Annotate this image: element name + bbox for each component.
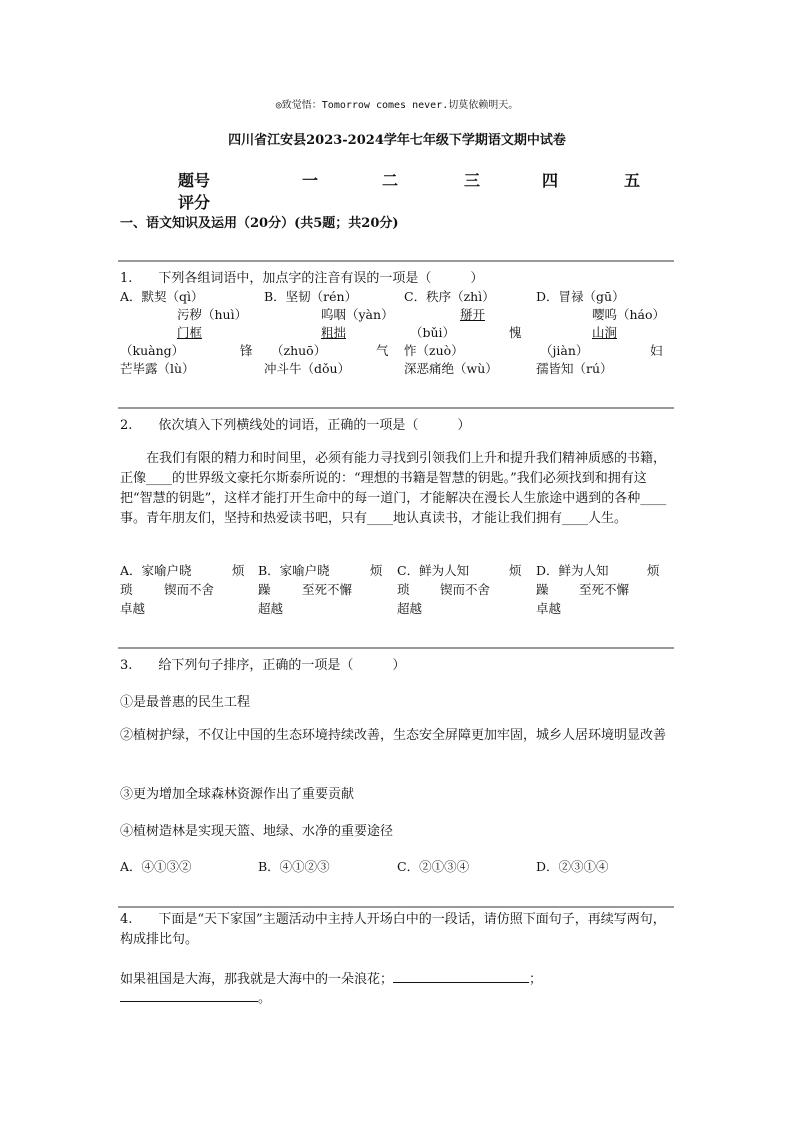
- q1-row4-g: 妇: [650, 343, 663, 358]
- q2-stem: 2. 依次填入下列横线处的词语，正确的一项是（ ）: [120, 418, 471, 433]
- score-label-number: 题号: [178, 171, 211, 190]
- q3-stem: 3. 给下列句子排序，正确的一项是（ ）: [120, 658, 406, 673]
- divider: [118, 647, 674, 649]
- q3-option-c: C．②①③④: [397, 859, 470, 874]
- q2-option-d-3: 至死不懈: [579, 582, 630, 597]
- q1-row3-e: 山涧: [592, 325, 618, 340]
- q3-option-a: A．④①③②: [120, 859, 192, 874]
- q2-option-a-1: 烦: [232, 563, 245, 578]
- q2-option-b: B．家喻户晓: [258, 563, 330, 578]
- q2-option-a-2: 琐: [120, 582, 133, 597]
- q4-answer-blank-1[interactable]: [393, 968, 529, 983]
- q1-row3-d: 愧: [509, 325, 522, 340]
- q1-row2-d: 嘤呜（háo）: [592, 307, 666, 322]
- q1-row5-d: 孺皆知（rú）: [536, 361, 613, 376]
- score-col-4: 四: [542, 171, 559, 190]
- score-col-1: 一: [302, 171, 319, 190]
- q2-option-d-1: 烦: [647, 563, 660, 578]
- score-label-score: 评分: [178, 193, 211, 212]
- q3-option-b: B．④①②③: [258, 859, 330, 874]
- q4-second-line: [120, 987, 271, 1006]
- q4-answer-blank-2[interactable]: [120, 987, 258, 1002]
- q1-row4-d: 气: [376, 343, 389, 358]
- q4-sentence: [120, 968, 542, 987]
- q2-option-a: A．家喻户晓: [120, 563, 192, 578]
- q4-stem: 4. 下面是“天下家国”主题活动中主持人开场白中的一段话，请仿照下面句子，再续写两句，构成排比句。: [120, 912, 666, 947]
- q3-sentence-2: ②植树护绿，不仅让中国的生态环境持续改善，生态安全屏障更加牢固，城乡人居环境明显改善: [120, 728, 667, 743]
- q1-option-c: C．秩序（zhì）: [404, 289, 495, 304]
- q2-option-d-4: 卓越: [536, 601, 562, 616]
- q4-semicolon: ；: [529, 972, 543, 987]
- q2-option-a-3: 锲而不舍: [164, 582, 215, 597]
- q1-row3-c: （bǔi）: [410, 325, 456, 340]
- score-col-5: 五: [624, 171, 641, 190]
- q1-row5-c: 深恶痛绝（wù）: [404, 361, 498, 376]
- divider: [118, 260, 674, 262]
- q1-row2-a: 污秽（huì）: [177, 307, 248, 322]
- q1-row3-a: 门框: [177, 325, 203, 340]
- q1-option-a: A．默契（qì）: [120, 289, 204, 304]
- q2-option-c-2: 琐: [397, 582, 410, 597]
- q2-option-c-1: 烦: [509, 563, 522, 578]
- section-heading: 一、语文知识及运用（20分）(共5题；共20分): [120, 216, 399, 231]
- q2-passage: 在我们有限的精力和时间里，必须有能力寻找到引领我们上升和提升我们精神质感的书籍，正像____的世界级文豪托尔斯泰所说的：“理想的书籍是智慧的钥匙。”我们必须找到和拥有这把“智慧的钥匙”，这样才能打开生命中的每一道门，才能解决在漫长人生旅途中遇到的各种____事。青年朋友们，坚持和热爱读书吧，只有____地认真读书，才能让我们拥有____人生。: [120, 451, 667, 526]
- score-table: [178, 168, 658, 218]
- q2-option-a-4: 卓越: [120, 601, 146, 616]
- q2-option-c: C．鲜为人知: [397, 563, 470, 578]
- q1-row5-b: 冲斗牛（dǒu）: [264, 361, 351, 376]
- header-motto: ◎致觉悟：Tomorrow comes never.切莫依赖明天。: [275, 100, 519, 111]
- q4-example: 如果祖国是大海，那我就是大海中的一朵浪花；: [120, 972, 394, 987]
- q1-row2-b: 呜咽（yàn）: [321, 307, 394, 322]
- q3-sentence-3: ③更为增加全球森林资源作出了重要贡献: [120, 787, 355, 802]
- q1-stem: 1. 下列各组词语中，加点字的注音有误的一项是（ ）: [120, 271, 484, 286]
- q4-period: 。: [258, 991, 272, 1006]
- q2-option-b-3: 至死不懈: [302, 582, 353, 597]
- q3-option-d: D．②③①④: [536, 859, 609, 874]
- q1-row4-a: （kuàng）: [120, 343, 185, 358]
- q3-sentence-1: ①是最普惠的民生工程: [120, 695, 251, 710]
- q1-row2-c: 掰开: [460, 307, 486, 322]
- divider: [118, 407, 674, 409]
- q2-option-c-3: 锲而不舍: [440, 582, 491, 597]
- q3-sentence-4: ④植树造林是实现天篮、地绿、水净的重要途径: [120, 824, 394, 839]
- q1-option-d: D．冒禄（gū）: [536, 289, 625, 304]
- q2-option-c-4: 超越: [397, 601, 423, 616]
- q2-option-d: D．鲜为人知: [536, 563, 609, 578]
- q1-row4-f: （jiàn）: [540, 343, 589, 358]
- score-col-2: 二: [382, 171, 399, 190]
- exam-title: 四川省江安县2023-2024学年七年级下学期语文期中试卷: [228, 133, 566, 148]
- q2-option-b-4: 超越: [258, 601, 284, 616]
- q1-option-b: B．坚韧（rén）: [264, 289, 358, 304]
- divider: [118, 906, 674, 908]
- q1-row5-a: 芒毕露（lù）: [120, 361, 195, 376]
- q1-row4-c: （zhuō）: [271, 343, 327, 358]
- q1-row4-e: 怍（zuò）: [404, 343, 464, 358]
- q2-option-b-1: 烦: [370, 563, 383, 578]
- q1-row3-b: 粗拙: [321, 325, 347, 340]
- q2-option-b-2: 躁: [258, 582, 271, 597]
- q2-option-d-2: 躁: [536, 582, 549, 597]
- score-col-3: 三: [464, 171, 481, 190]
- q1-row4-b: 锋: [240, 343, 253, 358]
